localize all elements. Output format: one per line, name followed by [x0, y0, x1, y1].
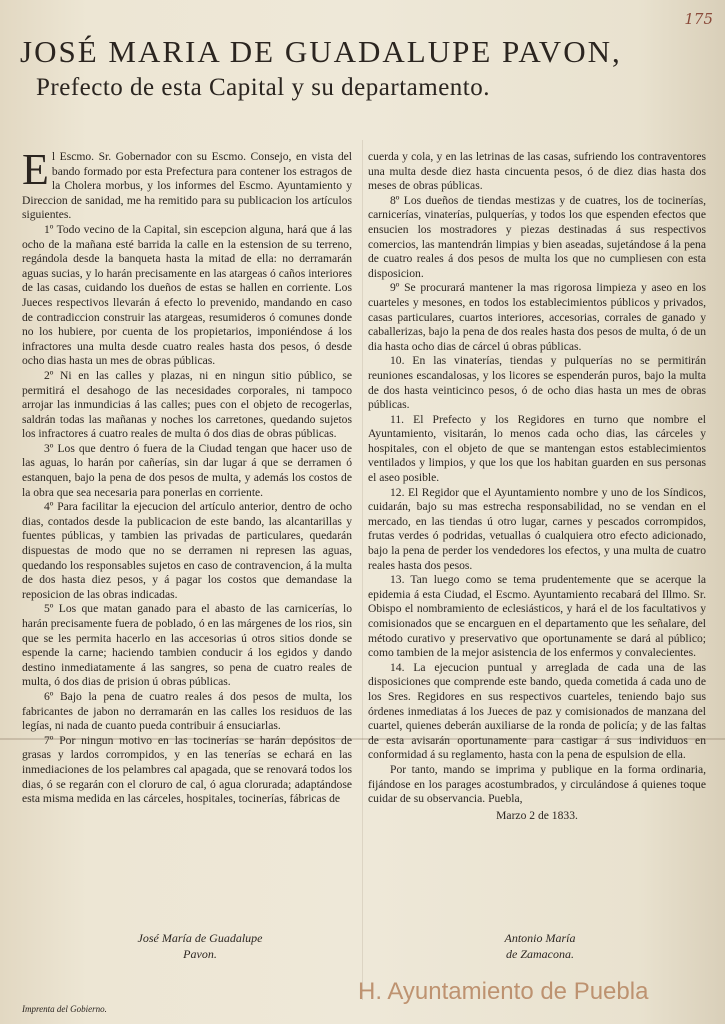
article-12: 12. El Regidor que el Ayuntamiento nombre y uno de los Síndicos, cuidarán, bajo su mas estrecha responsabilidad, no se vendan en el mercado, en las tiendas ú otro lugar, carnes y pescados corrompidos, frutas verdes ó podridas, vetuallas ó cualquiera otro efecto adicionado, bajo la pena de perder los vendedores los efectos, y una multa de cuatro reales hasta dos pesos. — [368, 485, 706, 572]
article-8: 8º Los dueños de tiendas mestizas y de cuatres, los de tocinerías, carnicerías, vinaterías, pulquerías, y todos los que espenden efectos que ensucien los mostradores y piezas destinadas á sus respectivos comercios, las mantendrán limpias y bien aseadas, sujetándose á la pena de cuatro reales á dos pesos de multa los que no cumpliesen con esta disposicion. — [368, 193, 706, 280]
document-subtitle: Prefecto de esta Capital y su departamento. — [36, 74, 490, 101]
article-2: 2º Ni en las calles y plazas, ni en ningun sitio público, se permitirá el desahogo de las necesidades corporales, ni tampoco arrojar las inmundicias á las calles; pues con el objeto de recogerlas, saldrán todas las mañanas y noches los carretones, quedando sujetos los infractores á cuatro reales de multa ó dos dias de obras públicas. — [22, 368, 352, 441]
printer-imprint: Imprenta del Gobierno. — [22, 1004, 107, 1014]
article-13: 13. Tan luego como se tema prudentemente que se acerque la epidemia á esta Ciudad, el Escmo. Ayuntamiento recabará del Illmo. Sr. Obispo el nombramiento de eclesiásticos, y hará el de los facultativos y comisionados que se encarguen en el departamento que les señalare, del método curativo y preservativo que oportunamente se dará al público; como tambien de la mejor asistencia de los enfermos y convalecientes. — [368, 573, 706, 660]
article-5: 5º Los que matan ganado para el abasto de las carnicerías, lo harán precisamente fuera de poblado, ó en las márgenes de los rios, sin que se les permita hacerlo en las accesorias ú otros sitios donde se espende la carne; haciendo tambien conducir á los egidos y dando destino inmediatamente á las sangres, so pena de cuatro reales de multa, ó dos dias de prision ú obras públicas. — [22, 602, 352, 689]
drop-cap: E — [22, 145, 49, 194]
article-9: 9º Se procurará mantener la mas rigorosa limpieza y aseo en los cuarteles y mesones, en todos los establecimientos públicos y privados, casas particulares, cuartos interiores, accesorias, corrales de ganado y caballerizas, bajo la pena de dos reales hasta dos pesos de multa, ó de un dia hasta ocho dias de cárcel ú obras públicas. — [368, 281, 706, 353]
signature-secretary-line1: Antonio María — [504, 931, 576, 945]
article-1: 1º Todo vecino de la Capital, sin escepcion alguna, hará que á las ocho de la mañana esté barrida la calle en la estension de su terreno, regándola desde la banqueta hasta la mitad de ella: no derramarán aguas sucias, y lo harán precisamente en las atargeas ó caños interiores de las casas, cuidando los dueños de estas se hallen en corriente. Los Jueces respectivos llevarán á efecto lo prevenido, mandando en caso de contradiccion construir las atargeas, resumideros ó comunes donde no los hubiere, por cuenta de los propietarios, imponiéndose á los infractores una multa desde cuatro reales hasta dos pesos, ó desde ocho dias hasta un mes de obras públicas. — [22, 222, 352, 368]
signature-secretary-line2: de Zamacona. — [506, 947, 574, 961]
article-14: 14. La ejecucion puntual y arreglada de cada una de las disposiciones que comprende este bando, queda cometida á cada uno de los Sres. Regidores en sus respectivos cuarteles, teniendo bajo sus órdenes inmediatas á los Jueces de paz y comisionados de manzana del cuartel, quienes deberán auxiliarse de la ronda de policía; y de las faltas de esta avisarán oportunamente para castigar á sus individuos en conformidad á su reglamento, hasta con la pena de espulsion de ella. — [368, 660, 706, 762]
article-3: 3º Los que dentro ó fuera de la Ciudad tengan que hacer uso de las aguas, lo harán por cañerías, sin dar lugar á que se derramen ó estanquen, bajo la pena de dos pesos de multa, y además los costos de la obra que sea necesaria para ponerlas en corriente. — [22, 441, 352, 499]
article-10: 10. En las vinaterías, tiendas y pulquerías no se permitirán reuniones escandalosas, y los licores se espenderán puros, bajo la multa de dos hasta veinticinco pesos, ó de ocho dias hasta un mes de obras públicas. — [368, 354, 706, 412]
article-6: 6º Bajo la pena de cuatro reales á dos pesos de multa, los fabricantes de jabon no derramarán en las calles los residuos de las legías, ni nada de cuanto pueda contribuir á ensuciarlas. — [22, 689, 352, 733]
document-title: JOSÉ MARIA DE GUADALUPE PAVON, — [20, 34, 622, 69]
folio-number: 175 — [684, 10, 713, 28]
signature-prefect-line2: Pavon. — [183, 947, 217, 961]
article-7-continuation: cuerda y cola, y en las letrinas de las casas, sufriendo los contraventores una multa desde diez hasta cincuenta pesos, ó de diez dias hasta dos meses de obras públicas. — [368, 150, 706, 193]
intro-text: l Escmo. Sr. Gobernador con su Escmo. Consejo, en vista del bando formado por esta Prefectura para contener los estragos de la Cholera morbus, y los informes del Escmo. Ayuntamiento y Direccion de sanidad, me ha remitido para su publicacion los artículos siguientes. — [22, 150, 352, 222]
article-4: 4º Para facilitar la ejecucion del artículo anterior, dentro de ocho dias, contados desde la publicacion de este bando, las alcantarillas y fuentes públicas, y tambien las privadas de particulares, quedarán dispuestas de modo que no se derramen ni represen las aguas, quedando los responsables sujetos en caso de contravencion, á la multa de dos hasta diez pesos, y á pagar los costos que demandase la reposicion de las obras indicadas. — [22, 500, 353, 601]
signature-prefect-line1: José María de Guadalupe — [137, 931, 263, 945]
closing-paragraph: Por tanto, mando se imprima y publique en la forma ordinaria, fijándose en los parages acostumbrados, y circulándose á quienes toque cuidar de su observancia. Puebla, — [368, 762, 706, 806]
vertical-fold-line — [362, 140, 363, 1000]
signature-prefect — [100, 930, 300, 962]
article-11: 11. El Prefecto y los Regidores en turno que nombre el Ayuntamiento, visitarán, lo menos cada ocho dias, las cárceles y hospitales, con el objeto de que se mantengan estos establecimientos ventilados y limpios, y que los que los habitan guarden en sus personas el aseo posible. — [368, 412, 706, 485]
right-column — [368, 150, 706, 823]
signature-secretary — [450, 930, 630, 962]
archive-watermark: H. Ayuntamiento de Puebla — [358, 978, 649, 1005]
document-date: Marzo 2 de 1833. — [496, 808, 578, 822]
left-column — [22, 145, 353, 807]
article-7: 7º Por ningun motivo en las tocinerías se harán depósitos de grasas y lardos corrompidos, y en las tenerías se echará en las inmediaciones de los pelambres cal apagada, que se renovará todos los dias, ó se regarán con el cloruro de cal, ó agua clorurada; adaptándose esta misma medida en las cárceles, hospitales, tocinerías, fábricas de — [22, 733, 352, 806]
intro-paragraph — [22, 145, 352, 223]
